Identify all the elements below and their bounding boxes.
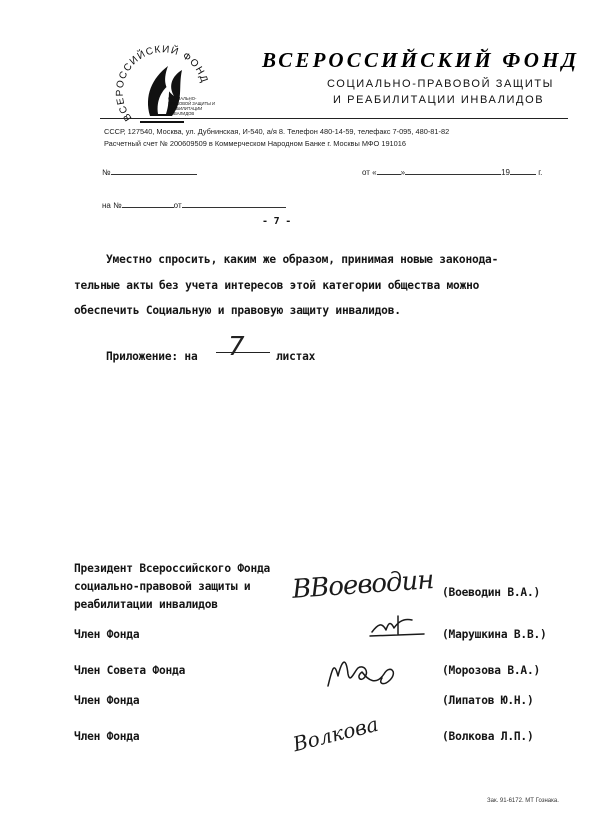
attachment-count: 7 [228, 332, 245, 362]
member-1-role: Член Фонда [74, 628, 140, 641]
year-prefix: 19 [501, 168, 510, 177]
member-2-role: Член Совета Фонда [74, 664, 186, 677]
president-role-3: реабилитации инвалидов [74, 598, 218, 611]
president-name: (Воеводин В.А.) [442, 586, 541, 599]
member-4-role: Член Фонда [74, 730, 140, 743]
member-3-role: Член Фонда [74, 694, 140, 707]
reply-from-label: от [173, 201, 182, 210]
president-role-2: социально-правовой защиты и [74, 580, 251, 593]
logo-ring-text: ВСЕРОССИЙСКИЙ ФОНД [114, 44, 210, 123]
address-line-1: СССР, 127540, Москва, ул. Дубнинская, И-540, а/я 8. Телефон 480-14-59, телефакс 7-095, 480-81-82 [104, 127, 450, 136]
letterhead-rule [100, 118, 568, 119]
letterhead-subtitle-2: И РЕАБИЛИТАЦИИ ИНВАЛИДОВ [333, 94, 545, 106]
attachment-label: Приложение: на [106, 350, 198, 363]
reply-field [102, 199, 286, 210]
foundation-logo [110, 30, 220, 140]
member-2-signature [320, 650, 410, 698]
page-mark: - 7 - [262, 216, 292, 227]
body-line-2: тельные акты без учета интересов этой категории общества можно [74, 279, 480, 292]
year-suffix: г. [538, 168, 543, 177]
body-line-3: обеспечить Социальную и правовую защиту инвалидов. [74, 304, 401, 317]
date-mid-label: » [400, 168, 406, 177]
body-line-1: Уместно спросить, каким же образом, принимая новые законода- [106, 253, 499, 266]
letterhead-title: ВСЕРОССИЙСКИЙ ФОНД [262, 48, 580, 72]
member-1-signature [368, 612, 428, 642]
outgoing-number-field [102, 166, 197, 177]
date-field [362, 166, 542, 177]
letterhead-subtitle-1: СОЦИАЛЬНО-ПРАВОВОЙ ЗАЩИТЫ [327, 78, 554, 90]
president-role-1: Президент Всероссийского Фонда [74, 562, 271, 575]
address-line-2: Расчетный счет № 200609509 в Коммерческом Народном Банке г. Москвы МФО 191016 [104, 139, 406, 148]
member-4-name: (Волкова Л.П.) [442, 730, 534, 743]
reply-label: на № [102, 201, 122, 210]
print-mark: Зак. 91-6172. МТ Гознака. [487, 798, 559, 804]
attachment-unit: листах [276, 350, 316, 363]
member-1-name: (Марушкина В.В.) [442, 628, 547, 641]
member-3-name: (Липатов Ю.Н.) [442, 694, 534, 707]
logo-inner-text: СОЦИАЛЬНО-ПРАВОВОЙ ЗАЩИТЫ И РЕАБИЛИТАЦИИ ИНВАЛИДОВ [168, 96, 216, 116]
member-4-signature: Волкова [290, 711, 381, 757]
date-from-label: от « [362, 168, 377, 177]
member-2-name: (Морозова В.А.) [442, 664, 541, 677]
number-label: № [102, 168, 111, 177]
president-signature: ВВоеводин [291, 565, 435, 605]
